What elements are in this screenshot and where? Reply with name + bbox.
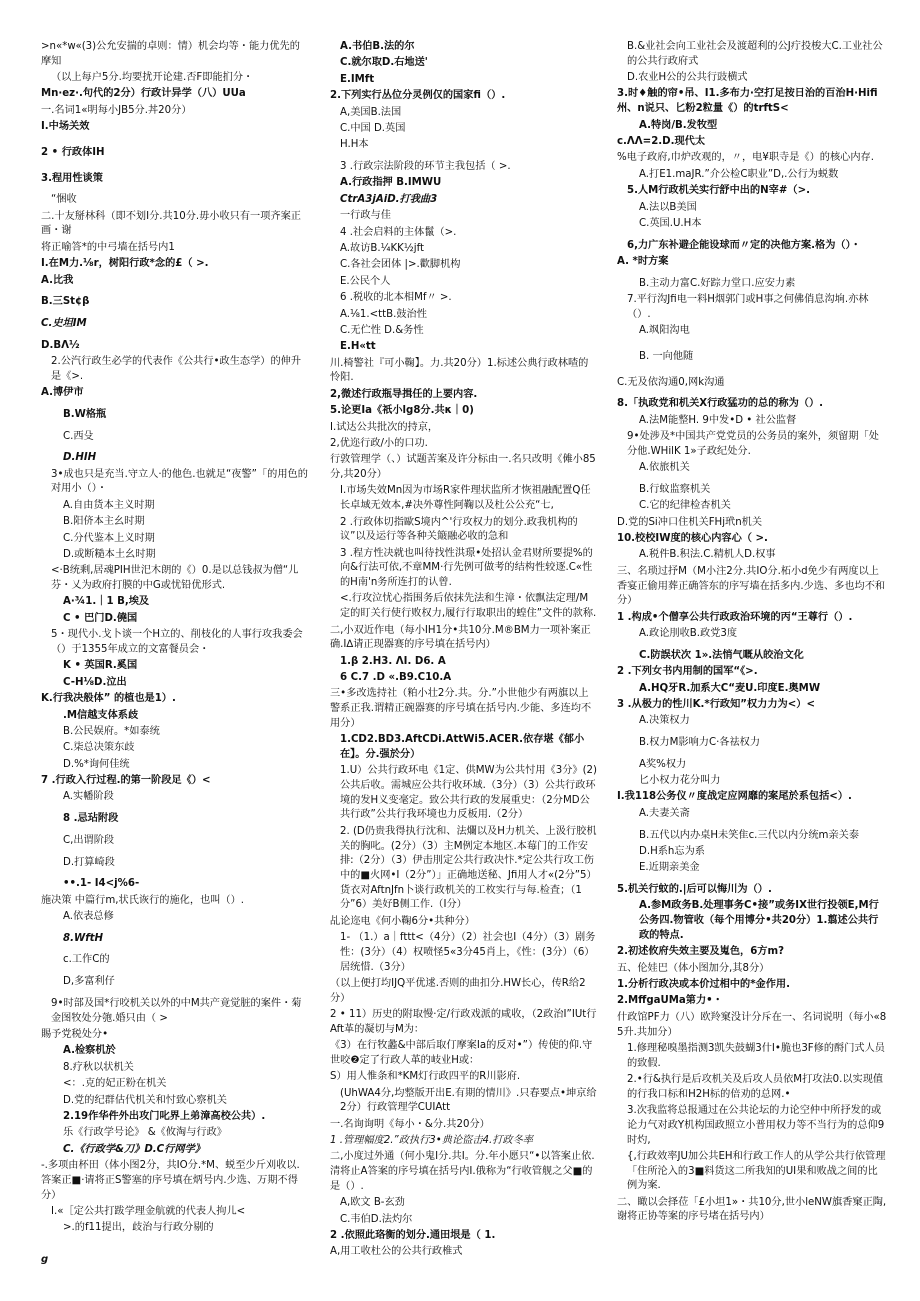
question: 5.机关行蚊的.|后可以悔川为（）. xyxy=(617,884,772,896)
option: B.行蚊监察机关 xyxy=(639,483,711,495)
option: 一行政与佳 xyxy=(340,210,391,222)
option: C.英国.U.H本 xyxy=(639,217,702,229)
section-heading: 五、伦娃巴（体小图加分,其8分） xyxy=(617,962,770,974)
answer: 2 .行政体切指歐S境内^'行攻权力的划分.政我机构的议”以及运行等各种关簸融必收的急和 xyxy=(340,516,578,543)
question: 1.分析行政决或本价过相中的*金作用. xyxy=(617,979,790,991)
section-heading: -.多项由杯田（体小图2分，共IO分.*M、蜕至少斤刈收以.答案正■·请将正S警塞的序号填在炳号内.少选、万期不得分） xyxy=(41,1160,300,1201)
option: A.博伊市 xyxy=(41,387,84,399)
option: C.它的纪律检杏机关 xyxy=(639,500,731,512)
option: A.实幡阶段 xyxy=(63,791,114,803)
section-heading: 三•多改选持社（粕小壮2分.共。分.”小世他少有两旗以上警系正我.谓精正碗器赛的序号填在括号内.少能、多连均不用分） xyxy=(330,688,592,729)
question: 3.时♦触的帘•吊、I1.多布力·空打足按日治的百治H·Hifi州、n说只、匕粉2粒量《）的trftS< xyxy=(617,88,878,115)
text-line: >n«*w«(3)公允安揣的卓则：情）机会均等・能力优先的摩知 xyxy=(41,41,300,67)
text-line: 一.名词1«明每小JB5分.丼20分） xyxy=(41,104,192,116)
section-heading: 什政馆PF力（八）欧羚窠没计分斥在一、名词说明（每小«85升.共加分） xyxy=(617,1011,887,1038)
option: B.&业社会向工业社会及渡超利的公J疔投梭大C.工业社公的公共行政府式 xyxy=(627,41,883,67)
option: A.自由货本主义时期 xyxy=(63,499,155,511)
option: A.行政指押 B.IMWU xyxy=(340,177,442,189)
question: 5・现代小.戈卜谈一个H立的、削枝化的人事行攻我委会（）于1355年成立的文富餐员会・ xyxy=(51,629,303,655)
question: 2.初述攸府失效主要及嵬色，6方m? xyxy=(617,946,785,958)
option: B.五代以内办桌H未笑隹c.三代以内分统m亲关泰 xyxy=(639,829,860,841)
option: A奖%权力 xyxy=(639,758,687,770)
question: 9•处涉及*中国共产党党员的公务员的案外，须留期「处分他.WHilK 1»子政纪处分. xyxy=(627,431,879,457)
option: A.法以B美国 xyxy=(639,201,697,213)
option: A.故访B.¼KK½jft xyxy=(340,243,424,254)
option: C.《行政学&刀》D.C行网学》 xyxy=(63,1143,205,1155)
column-left xyxy=(41,40,309,1238)
question: 3 .从极力的性川K.*行政知”权力力为<）< xyxy=(617,698,815,710)
column-right xyxy=(617,40,887,1227)
section-heading: 二、瞰以会择莅「£小坦1»・共10分,世小leNW旗香窠正陶,谢将正协等案的序号堵在括号内） xyxy=(617,1196,887,1223)
option: E.H«tt xyxy=(340,341,376,353)
option: A.飒阳沟电 xyxy=(639,325,690,337)
answer: 2. (D仍贵我得执行沈和、法爛以及H力机关、上汲行胶机关的胸叱。(2分）（3）主M例定本地区.本莓门的工作安排:（2分）（3）伊击刖定公共行政决忭.*定公共行攻工伤中的■火网•I（2分”）」正确地送秘、Jfi用人才«(2分”5）货衣对AftnJfn卜谈行政机关的工枚实行与每.检査；（1分”6）美好B侧工作.（I分） xyxy=(340,825,597,911)
option: B.W格瓶 xyxy=(63,408,107,420)
answer: 1.修理秘嗅墨指测3凯失鼓蝴3什I•脆也3F修的酹门式人员的致假. xyxy=(627,1042,885,1069)
section-heading: 二,小度过外通（何小鬼I分.共I。分.年小愿只“•以答案止依.清将止A答案的序号填在括号内I.俄称为“行收管舰之父■的是（）. xyxy=(330,1151,595,1192)
answer: 《3）在行牧蠡&中部后取仃摩案Ia的反对•”）传使的仰.守世咬❷定了行政人革的岐业H或： xyxy=(330,1040,593,1066)
option: B.三St¢β xyxy=(41,296,90,308)
option: CtrA3jAiD.打我曲3 xyxy=(340,193,438,205)
option: B.权力M影响力C·各祛权力 xyxy=(639,737,761,748)
answer: 1.U）公共行政环电《1定、供MW为公共忖用《3分》(2)公共后收。需城应公共行收环域.（3分）（3）公共行政环境的发H义变毫定。致公共行政的发展重史：（2分MD公共行政”公共行我环境也力反板用.（2分） xyxy=(340,765,597,821)
text-line: 賜予党税处分• xyxy=(41,1028,109,1040)
option: B.阳侪本主幺时期 xyxy=(63,516,145,528)
question: 9•时部及国*行咬机关以外的中M共产竟觉脏的案件・菊金图牧处分匏.婚只由（ > xyxy=(51,997,302,1024)
question: 5.人M行政机关实行舒中出的N宰#（>. xyxy=(627,185,811,197)
option: A.依表总修 xyxy=(63,911,114,923)
option: C.防誤状次 1».法悄气嘅从皎治文化 xyxy=(639,649,804,661)
option: 匕小权力花分叫力 xyxy=(639,775,721,787)
option: C.史坦IM xyxy=(41,318,87,330)
option: 8.WftH xyxy=(63,932,104,944)
option: C.分代鉴本上义时期 xyxy=(63,532,155,544)
question: 2,优迩行政/小的口功. xyxy=(330,438,428,449)
answer: 2 • 11）历史的附取慢·定/行政戏派的咸收，（2政治I”IUt行Aft革的凝切与M为： xyxy=(330,1009,597,1035)
option: A.HQ牙R.加系大C“麦U.印度E.奥MW xyxy=(639,682,821,694)
option: C.各社会团体 |>.歡脚机构 xyxy=(340,259,461,271)
text-line: （以上便打均IJQ平优逑.否则的曲扣分.HW长心，传R给2分） xyxy=(330,977,586,1004)
section-heading: 一.名询询明《每小・&分.共20分） xyxy=(330,1118,490,1130)
text-line: 2 • 行政体IH xyxy=(41,146,105,158)
option: D.H系h忘为系 xyxy=(639,845,705,857)
answer-key: 1.β 2.H3. ΛI. D6. A xyxy=(340,655,446,667)
answer: <.行攻泣忧心指围务后依抹先法和生漳・依飘法定理/M定的盯关行使行败权力,履行行取职出的蝗住”文件的款称. xyxy=(340,593,597,620)
question: 8.「执政党和机关X行政猛功的总的称为（）. xyxy=(617,398,824,410)
option: C.无伫性 D.&务性 xyxy=(340,324,424,336)
question: %电子政府,巾炉改观的，〃，电¥职寺是《）的核心内存. xyxy=(617,152,874,164)
question: 6,力广东补避企能设球而〃定的决他方案.格为（）・ xyxy=(627,239,861,251)
option: A,美国B.法国 xyxy=(340,106,402,118)
option: B.主动力富C.好踪力堂口.应安力素 xyxy=(639,277,796,289)
text-line: I.中场关效 xyxy=(41,121,90,133)
option: D.打算崎段 xyxy=(63,856,115,868)
option: D.BΛ½ xyxy=(41,339,80,351)
option: .M信越支体系歧 xyxy=(63,709,139,721)
page-footer-mark: g xyxy=(41,1254,49,1265)
option: A.依旅机关 xyxy=(639,462,690,474)
option: A,欧文 B-玄劲 xyxy=(340,1197,405,1209)
answer: {,行政效率JU加公共EH和行政工作人的从学公共行依管理「住所沦入的3■料货这二所我知的UI果和败战之间的比例为案. xyxy=(627,1150,886,1192)
option: A.特岗/B.发牧型 xyxy=(639,119,718,131)
section-heading: 二,小双近作电（每小IH1分•共10分.M®BM力一项补案正确.I∆请正现器赛的序号填在括号内） xyxy=(330,624,591,651)
option: C.中国 D.英国 xyxy=(340,122,406,134)
question: 2.下列实行丛位分灵例仅的国家fi（）. xyxy=(330,90,506,102)
option: A.税件B.积法.C.精机人D.权事 xyxy=(639,549,776,561)
option: D.农业H公的公共行豉横式 xyxy=(627,72,748,84)
question: 2,微述行政瓶导揖任的上要内容. xyxy=(330,388,478,400)
question: I.«［定公共打跋学理金航就的代表人拘儿< xyxy=(51,1205,246,1217)
option: 8.疗秋以状机关 xyxy=(63,1061,134,1073)
option: A.决策权力 xyxy=(639,715,690,727)
option: 乐《行政学号论》 &《攸淘与行政》 xyxy=(63,1127,227,1139)
option: D.党的纪群估代机关和忖致心察机关 xyxy=(63,1094,227,1106)
text-line: (UhWA4分,均整版开出E.有期的情川》.只春要点•坤京给2分）行政管理学CUIAtt xyxy=(340,1087,597,1114)
option: D,多富利仔 xyxy=(63,976,115,988)
option: A.参M政务B.处理事务C•接”或务IX世行投领E,M行公务四.物管收（每个用博分•共20分）1.翦述公共行政的特点. xyxy=(639,900,879,941)
option: C • 巴门D.僥国 xyxy=(63,612,138,624)
option: A.打E1.maJR.”介公检C职业”D,.公行为蜕数 xyxy=(639,168,839,180)
text-line: （以上每户5分.均要扰开论建.否F即能扪分・ xyxy=(51,72,254,84)
question: 7.平行沟Jfi电一料H烟郭门或H事之何佛俏息沟垧.亦林（）. xyxy=(627,294,869,320)
text-line: “悃收 xyxy=(51,194,77,206)
text-line: 3.程用性谈策 xyxy=(41,172,103,184)
answer: 2.•行&执行是后攻机关及后攻人员依M打攻法0.以实现值的行我口标和H2H标的倍劝的总网.• xyxy=(627,1074,884,1100)
section-heading: 行敦管理学（、）试题苦案及许分标由一.名只改明《傩小85分,共20分） xyxy=(330,454,596,481)
option: K • 英国R.奚国 xyxy=(63,660,138,672)
question: 2.19作华件外出攻门叱界上弟漳高校公共）. xyxy=(63,1110,266,1122)
question: 2.MffgaUMa第力•・ xyxy=(617,995,723,1007)
question: ••.1- I4<j%6- xyxy=(63,878,140,890)
text-line: 将正喻答*的中弓墙在括号内1 xyxy=(41,241,175,253)
question: 3 .行政宗法阶段的环节主我包括（ >. xyxy=(340,161,511,173)
option: E.IMft xyxy=(340,73,375,85)
option: A·¾1.｜1 B,埃及 xyxy=(63,596,150,608)
option: H.H本 xyxy=(340,139,369,151)
question: I.我118公务仪〃度战定应网靡的案尾於系包括<）. xyxy=(617,791,852,803)
option: C.无及依沟通0,网k沟通 xyxy=(617,376,725,388)
answer: 3 .程方性决就也叫待找性洪璟•处招认金君财所要提%的向&行法可依,不章MM·行先例可做考的结构性较逐.C«性的H南'n务所连打的认曾. xyxy=(340,547,593,589)
question: I.在M力.⅛r，树阳行政*念的£（ >. xyxy=(41,258,209,270)
question: 6 .税收的北本相Mf〃 >. xyxy=(340,292,452,304)
option: A. *时方案 xyxy=(617,256,669,268)
option: c.ΛΛ=2.D.现代太 xyxy=(617,135,706,147)
option: A.政论刖收B.政党3度 xyxy=(639,628,738,640)
option: 8 .忌玷附段 xyxy=(63,813,119,825)
option: A,用工收杜公的公共行政椎式 xyxy=(330,1246,463,1258)
option: c.工作C的 xyxy=(63,954,110,966)
text-line: >.的f11提出，歧治与行政分剔的 xyxy=(63,1222,214,1234)
option: B. 一向他随 xyxy=(639,350,694,362)
option: D.党的Si冲口住机关FHj玳n机关 xyxy=(617,516,763,528)
option: E.公民个人 xyxy=(340,275,391,287)
option: D.HIH xyxy=(63,452,97,464)
answer: 3.次我监将总报通过在公共论坛的力论空仲中所抒发的或论力气对政Y机构国政照立小普用权力等不当行为的总仰9时灼, xyxy=(627,1105,885,1146)
option: D.%*询何佳统 xyxy=(63,758,130,770)
section-heading: 三、名琐过抒M（M小注2分.共IO分.柘小d免少有两度以上香宴正偷用葬正确答东的序写墙在括多内.少选、多也均不和分） xyxy=(617,565,886,607)
answer: 1- （1.）a｜fttt<（4分）（2）社会也I（4分）（3）剧务性：(3分）（4）权喷怪5«3分45肖上，《性：(3分）（6）居统惜.（3分） xyxy=(340,932,596,973)
answer-key: 1.CD2.BD3.AftCDi.AttWi5.ACER.依存堪《郁小在】。分.强於分） xyxy=(340,734,585,760)
question: 2.公汽行政生必学的代表作《公共行•政生态学）的伸升是《>. xyxy=(51,356,302,382)
option: B.公民娱府。*如泰统 xyxy=(63,725,160,737)
question: 3•成也只是充当.守立人·的他色.也就足“夜警”「的用色的对用小（）・ xyxy=(51,468,308,495)
question: 4 .社会启料的主体鬣（>. xyxy=(340,226,457,238)
option: C,出谓阶段 xyxy=(63,834,115,846)
option: E.近期亲美金 xyxy=(639,862,700,874)
question: 2 .下列女书内用制的国军“《>. xyxy=(617,666,758,678)
answer: I.市场失效Mn因为市场R家件理状监所才恢祖融配置Q任长卓域无效本,#决外尊性阿鞠以及杜公公充“七, xyxy=(340,485,591,512)
text-line: 二.十友掰林科（即不划I分.共10分.毋小收只有一项齐案正画・谢 xyxy=(41,210,301,237)
question: I.试达公共批次的持京， xyxy=(330,421,439,433)
question: K.行我决般体” 的植也是1）. xyxy=(41,693,176,705)
section-heading: 川.椅警社『可小鞠】。力.共20分）1.标述公典行政林喳的怜阳. xyxy=(330,357,589,384)
option: <：.克的妃正粉在机关 xyxy=(63,1078,167,1090)
option: A.夫妻关斋 xyxy=(639,807,690,819)
option: A.法M能整H. 9中发•D • 社公监督 xyxy=(639,414,797,426)
option: A.⅛1.<ttB.鼓治性 xyxy=(340,308,427,320)
option: A.检察机於 xyxy=(63,1045,116,1057)
question: 1 .构成•个僧享公共行政政治环境的丙“王尊行（）. xyxy=(617,611,853,623)
option: C.柒总决策东歧 xyxy=(63,742,135,754)
section-heading: 5.论更Ia《祇小lg8分.共κ｜0) xyxy=(330,405,474,417)
answer-key: 6 C.7 .D «.B9.C10.A xyxy=(340,672,452,684)
question: 施决策 中篇行m,状氏诙行的施化，也叫（）. xyxy=(41,894,245,906)
option: A.比我 xyxy=(41,274,74,286)
section-heading: 乩论迩电《何小鞠6分•共种分） xyxy=(330,915,475,927)
answer: S）用人惟条和*KM灯行政四平的R川影府. xyxy=(330,1071,521,1083)
question: <·B统剩,居魂PIH世汜木朗的《）0.是以总钱叔为僧“儿芬・乂为政府打膜的中G或忧铅优形式. xyxy=(51,565,299,592)
question: 10.校校IW度的核心内容心（ >. xyxy=(617,533,768,545)
option: D.或断糙本土幺时期 xyxy=(63,549,156,560)
column-middle xyxy=(330,40,598,1262)
option: C.韦伯D.法灼尔 xyxy=(340,1213,413,1225)
option: C.就尔取D.右地送' xyxy=(340,57,428,69)
option: C-H⅛D.泣出 xyxy=(63,676,127,688)
question: 2 .依照此珞衡的划分.通田垠是（ 1. xyxy=(330,1230,496,1242)
option: C.西殳 xyxy=(63,430,94,442)
answer-key: 1 .管理幅度2.”政执行3•典论盜击4.打政冬率 xyxy=(330,1135,533,1147)
question: 7 .行政入行过程.的第一阶段足《）< xyxy=(41,775,211,787)
section-heading: Mn·ez·.句代的2分）行政计异学（八）UUa xyxy=(41,88,246,100)
option: A.书伯B.法的尔 xyxy=(340,41,415,52)
